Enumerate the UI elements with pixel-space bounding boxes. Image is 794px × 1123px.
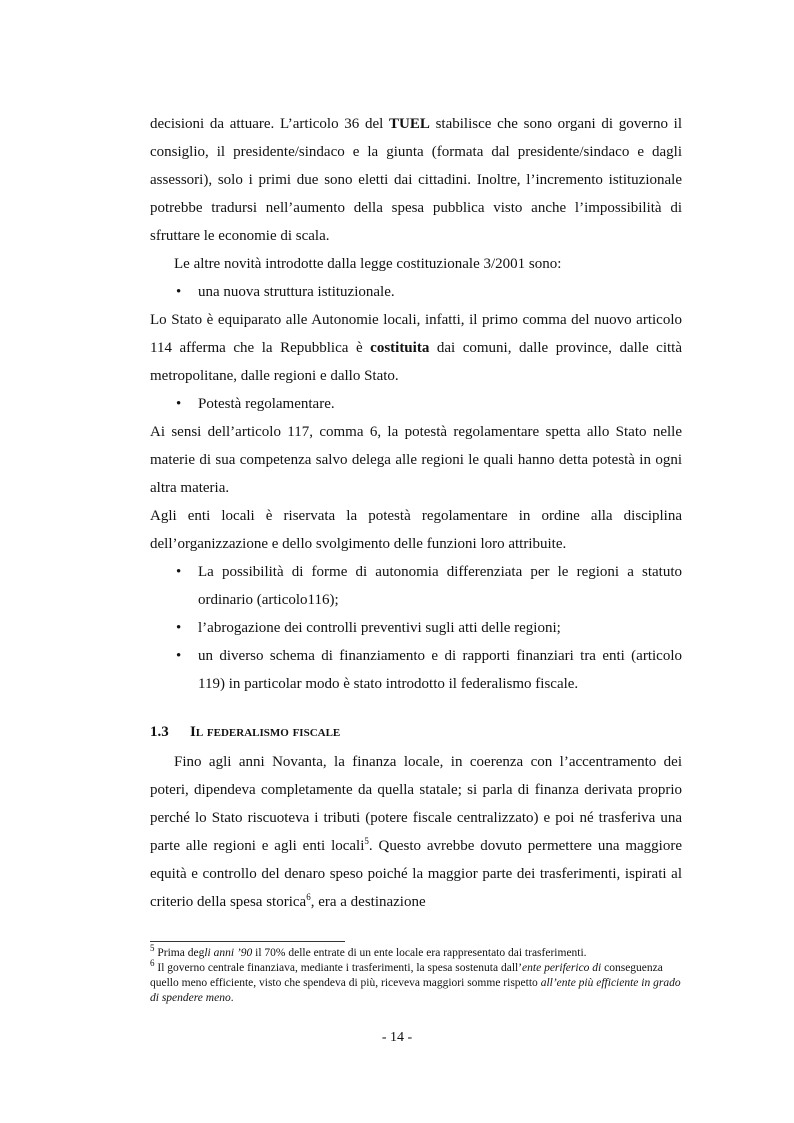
footnotes	[150, 943, 690, 1006]
footnote-number: 6	[150, 958, 155, 969]
text: stabilisce che sono organi di governo il consiglio, il presidente/sindaco e la giunta (formata dal presidente/sindaco e dagli assessori), solo i primi due sono eletti dai cittadini. Inoltre, l’incremento istituzionale potrebbe tradursi nell’aumento della spesa pubblica visto anche l’impossibilità di sfruttare le economie di scala.	[150, 116, 682, 244]
text: Il governo centrale finanziava, mediante i trasferimenti, la spesa sostenuta dall’	[154, 962, 523, 974]
list-item	[150, 642, 682, 698]
page-number: - 14 -	[381, 1030, 413, 1045]
bullet-icon: •	[176, 648, 182, 664]
text: dai comuni, dalle province, dalle città metropolitane, dalle regioni e dallo Stato.	[150, 340, 682, 384]
paragraph	[150, 748, 682, 916]
footnote	[150, 943, 690, 961]
paragraph: Ai sensi dell’articolo 117, comma 6, la potestà regolamentare spetta allo Stato nelle materie di sua competenza salvo delega alle regioni le quali hanno detta potestà in ogni altra materia.	[150, 424, 682, 496]
list-item-text: una nuova struttura istituzionale.	[198, 284, 395, 300]
list-item-text: l’abrogazione dei controlli preventivi sugli atti delle regioni;	[198, 620, 561, 636]
text: il 70% delle entrate di un ente locale era rappresentato dai trasferimenti.	[252, 947, 587, 959]
section-heading	[150, 718, 682, 746]
text: , era a destinazione	[310, 894, 426, 910]
list-item-text: un diverso schema di finanziamento e di rapporti finanziari tra enti (articolo 119) in particolar modo è stato introdotto il federalismo fiscale.	[198, 648, 682, 692]
bold-term: TUEL	[389, 116, 430, 132]
footnote	[150, 958, 690, 1006]
italic-text: li anni ’90	[204, 947, 253, 959]
section-number: 1.3	[150, 724, 169, 740]
text: . Questo avrebbe dovuto permettere una maggiore equità e controllo del denaro speso poiché la maggior parte dei trasferimenti, ispirati al criterio della spesa storica	[150, 838, 683, 910]
text: decisioni da attuare. L’articolo 36 del	[150, 116, 390, 132]
italic-text: ente periferico di	[522, 962, 602, 974]
footnote-ref[interactable]: 5	[364, 836, 369, 846]
list-item	[150, 614, 682, 642]
footnote-divider	[150, 941, 345, 942]
paragraph	[150, 306, 682, 390]
list-item	[150, 390, 682, 418]
page-body	[150, 110, 682, 916]
list-item	[150, 278, 682, 306]
bullet-icon: •	[176, 564, 182, 580]
text: Fino agli anni Novanta, la finanza locale, in coerenza con l’accentramento dei poteri, dipendeva completamente da quella statale; si parla di finanza derivata proprio perché lo Stato riscuoteva i tributi (potere fiscale centralizzato) e poi né trasferiva una parte alle regioni e agli enti locali	[150, 754, 682, 854]
footnote-number: 5	[150, 943, 155, 954]
text: Prima deg	[154, 947, 205, 959]
footnote-ref[interactable]: 6	[306, 892, 311, 902]
italic-text: all’ente più efficiente in grado di spendere meno	[150, 977, 681, 1004]
bold-term: costituita	[370, 340, 430, 356]
list-item	[150, 558, 682, 614]
paragraph: Le altre novità introdotte dalla legge costituzionale 3/2001 sono:	[174, 256, 562, 272]
section-title: Il federalismo fiscale	[190, 724, 341, 740]
list-item-text: La possibilità di forme di autonomia differenziata per le regioni a statuto ordinario (articolo116);	[198, 564, 682, 608]
paragraph	[150, 110, 682, 250]
paragraph: Agli enti locali è riservata la potestà regolamentare in ordine alla disciplina dell’organizzazione e dello svolgimento delle funzioni loro attribuite.	[150, 508, 682, 552]
text: Lo Stato è equiparato alle Autonomie locali, infatti, il primo comma del nuovo articolo 114 afferma che la Repubblica è	[150, 312, 682, 356]
bullet-icon: •	[176, 396, 182, 412]
text: .	[230, 992, 234, 1004]
list-item-text: Potestà regolamentare.	[198, 396, 335, 412]
text: conseguenza quello meno efficiente, visto che spendeva di più, riceveva maggiori somme rispetto	[150, 962, 663, 989]
bullet-icon: •	[176, 284, 182, 300]
bullet-icon: •	[176, 620, 182, 636]
